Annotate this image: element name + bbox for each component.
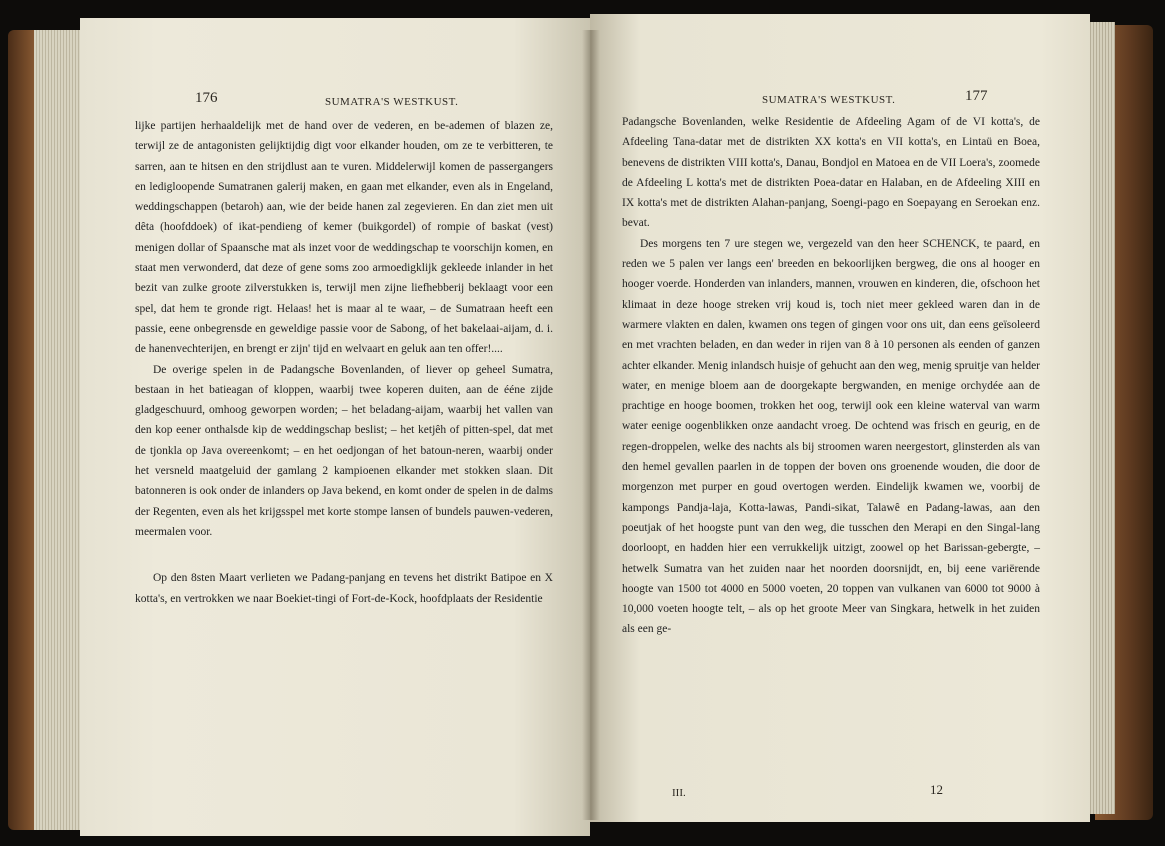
signature-mark: III. bbox=[672, 787, 686, 799]
right-paragraph-2: Des morgens ten 7 ure stegen we, vergezeld van den heer SCHENCK, te paard, en reden we 5 palen ver langs een' breeden en bekoorlijken bergweg, die ons al hooger en hooger voerde. Honderden van inlanders, mannen, vrouwen en kinderen, die, ofschoon het klimaat in deze hooge streken vrij koud is, toch niet meer gekleed waren dan in de warmere vlakten en dalen, kwamen ons tegen of gingen voor ons uit, dan eens geïsoleerd en met vrachten beladen, en dan weder in rijen van 8 à 10 personen als eenden of ganzen achter elkander. Menig inlandsch huisje of gehucht aan den weg, menig spruitje van helder water, en menige bloem aan de doorgekapte bergwanden, en menige orchydée aan de prachtige en hooge boomen, trokken het oog, terwijl ook een kleine waterval van warm water eenige oogenblikken onze aandacht vroeg. De ochtend was frisch en geurig, en de regen-droppelen, welke des nachts als bij stroomen waren neergestort, glinsterden als van den hemel gevallen paarlen in de toppen der boven ons groenende wouden, die door de morgenzon met purper en goud overtogen werden. Eindelijk kwamen we, voorbij de kampongs Pandja-laja, Kotta-lawas, Pandi-sikat, Talawê en Padang-lawas, aan den poeutjak of het hoogste punt van den weg, die tusschen den Merapi en den Singal-lang doorloopt, en hadden hier een verrukkelijk uitzigt, zoowel op het Barissan-gebergte, – hetwelk Sumatra van het zuiden naar het noorden doorsnijdt, en, bij eene variërende hoogte van 1500 tot 4000 en 5000 voeten, 20 toppen van vulkanen van 6000 tot 9000 à 10,000 voeten hoogte telt, – als op het groote Meer van Singkara, hetwelk in het zuiden als een ge- bbox=[622, 237, 1041, 636]
left-paragraph-2: De overige spelen in de Padangsche Bovenlanden, of liever op geheel Sumatra, bestaan in het batieagan of kloppen, waarbij twee koperen duiten, aan de ééne zijde gladgeschuurd, omhoog geworpen worden; – het beladang-aijam, waarbij het vallen van den kop eener onthalsde kip de weddingschap beslist; – het ketjêh of pitten-spel, dat met de tjonkla op Java overeenkomt; – en het oedjongan of het batoun-neren, waarbij onder het versneld maatgeluid der gamlang 2 kampioenen elkander met stokken slaan. Dit batonneren is ook onder de inlanders op Java bekend, en komt onder de spelen in de dalms der Regenten, even als het krijgsspel met korte stompe lansen of bundels pauwen-vederen, meermalen voor. bbox=[135, 363, 553, 538]
left-page-body bbox=[135, 116, 553, 609]
left-paragraph-3: Op den 8sten Maart verlieten we Padang-panjang en tevens het distrikt Batipoe en X kotta's, en vertrokken we naar Boekiet-tingi of Fort-de-Kock, hoofdplaats der Residentie bbox=[135, 572, 553, 605]
left-running-head: SUMATRA'S WESTKUST. bbox=[325, 96, 459, 108]
page-edges-left bbox=[34, 30, 84, 830]
right-running-head: SUMATRA'S WESTKUST. bbox=[762, 94, 896, 106]
left-paragraph-1: lijke partijen herhaaldelijk met de hand over de vederen, en be-ademen of blazen ze, terwijl ze de antagonisten gelijktijdig digt voor elkander houden, om ze te verbitteren, te sarren, aan te hitsen en den strijdlust aan te vuren. Middelerwijl komen de passergangers en ledigloopende Sumatranen galerij maken, en gaan met elkander, even als in Engeland, weddingschappen (betaroh) aan, wie der beide hanen zal zegevieren. En dan ziet men uit dêta (hoofddoek) of ikat-pendieng of kemer (buikgordel) of rompie of baskat (vest) menigen dollar of Spaansche mat als inzet voor de weddingschap te voorschijn komen, en staat men verwonderd, dat deze of gene soms zoo armoedigklijk gekleede inlander in het bezit van zulke groote zilverstukken is, terwijl men zijne liefhebberij beklaagt voor een spel, dat hem te gronde rigt. Helaas! het is maar al te waar, – de Sumatraan heeft een passie, eene onbegrensde en geweldige passie voor de Sabong, of het bakelaai-aijam, d. i. de hanenvechterijen, en brengt er zijn' tijd en welvaart en geluk aan ten offer!.... bbox=[135, 120, 553, 356]
catchword-number: 12 bbox=[930, 782, 943, 797]
left-page bbox=[80, 18, 590, 836]
right-paragraph-1: Padangsche Bovenlanden, welke Residentie de Afdeeling Agam of de VI kotta's, de Afdeeling Tana-datar met de distrikten XX kotta's en VII kotta's, en Lintaü en Boea, benevens de distrikten VIII kotta's, Danau, Bondjol en Matoea en de VII Loera's, zoomede de Afdeeling L kotta's met de distrikten Poea-datar en Halaban, en de Afdeeling XIII en IX kotta's met de distrikten Alahan-panjang, Soengi-pago en Soepayang en Seroekan enz. bevat. bbox=[622, 116, 1040, 230]
right-page bbox=[590, 14, 1090, 822]
right-page-body bbox=[622, 112, 1040, 640]
right-page-number: 177 bbox=[965, 88, 988, 104]
book-gutter bbox=[582, 30, 600, 820]
left-page-number: 176 bbox=[195, 90, 218, 106]
